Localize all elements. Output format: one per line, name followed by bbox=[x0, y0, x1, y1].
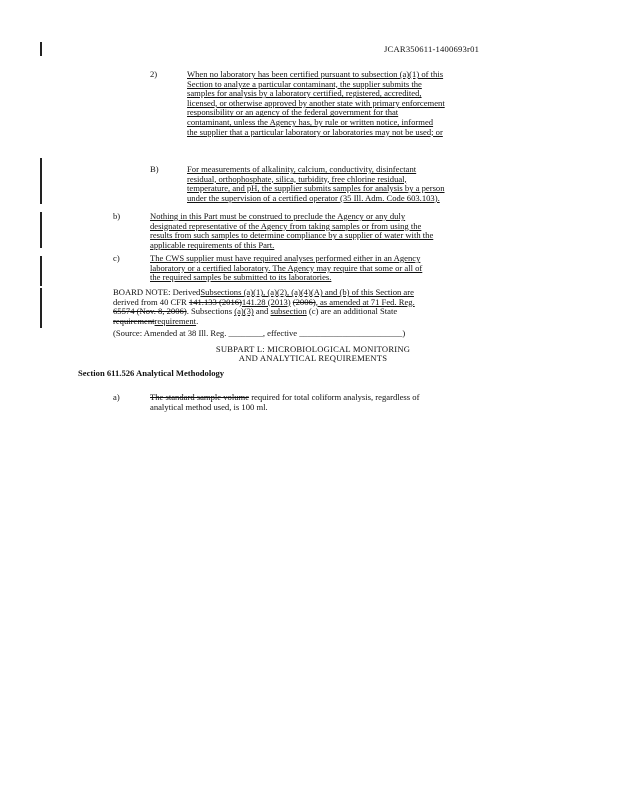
source-note bbox=[113, 329, 405, 339]
inserted-text: designated representative of the Agency from taking samples or from using the bbox=[150, 220, 422, 231]
inserted-text: temperature, and pH, the supplier submits samples for analysis by a person bbox=[187, 183, 445, 194]
inserted-text: subsection bbox=[361, 69, 398, 79]
subpart-heading-line-1: SUBPART L: MICROBIOLOGICAL MONITORING bbox=[215, 344, 411, 354]
text-run: derived from 40 CFR bbox=[113, 296, 189, 307]
inserted-text: responsibility or an agency of the federal government for that bbox=[187, 107, 399, 118]
inserted-text: For measurements of alkalinity, calcium, conductivity, disinfectant bbox=[187, 164, 417, 174]
inserted-text: Nothing in this Part must be construed to preclude the Agency or any duly bbox=[150, 211, 406, 221]
deleted-text: (2006) bbox=[292, 296, 316, 307]
inserted-text: samples for analysis by a laboratory certified, registered, accredited, bbox=[187, 88, 422, 99]
text-run: BOARD NOTE: Derived bbox=[113, 287, 201, 297]
inserted-text: Section to analyze a particular contaminant, the supplier submits the bbox=[187, 78, 422, 89]
deleted-text: 65574 (Nov. 8, 2006) bbox=[113, 306, 187, 317]
subpart-heading-line-2: AND ANALYTICAL REQUIREMENTS bbox=[238, 353, 388, 363]
inserted-text: Subsections (a)(1), (a)(2), (a)(4)(A) and (b) of this Section are bbox=[200, 287, 414, 297]
inserted-text: the required samples be submitted to its laboratories. bbox=[150, 272, 332, 283]
revision-bar bbox=[40, 212, 42, 248]
text-line bbox=[187, 194, 445, 204]
text-line bbox=[150, 273, 422, 283]
text-line bbox=[150, 403, 419, 413]
paragraph-number: c) bbox=[113, 253, 120, 263]
inserted-text: results from such samples to determine compliance by a supplier of water with the bbox=[150, 230, 434, 241]
inserted-text: The CWS supplier must have required analyses performed either in an Agency bbox=[150, 253, 421, 263]
inserted-text: (a)(3) bbox=[234, 306, 254, 317]
deleted-text: requirement bbox=[113, 315, 155, 326]
paragraph-number: 2) bbox=[150, 69, 158, 79]
text-line bbox=[113, 317, 415, 327]
board-note-text bbox=[113, 288, 415, 326]
revision-bar bbox=[40, 158, 42, 204]
text-line bbox=[187, 128, 445, 138]
inserted-text: residual, orthophosphate, silica, turbidity, free chlorine residual, bbox=[187, 173, 407, 184]
inserted-text: contaminant, unless the Agency has, by rule or written notice, informed bbox=[187, 116, 434, 127]
source-note-text: (Source: Amended at 38 Ill. Reg. ________, effective ________________________) bbox=[113, 328, 406, 338]
paragraph-text bbox=[150, 254, 422, 283]
text-run: . Subsections bbox=[186, 306, 235, 317]
inserted-text: laboratory or a certified laboratory. The Agency may require that some or all of bbox=[150, 262, 423, 273]
paragraph-number: B) bbox=[150, 164, 159, 174]
text-run: . bbox=[196, 315, 199, 326]
revision-bar bbox=[40, 256, 42, 286]
deleted-text: 141.133 (2016) bbox=[188, 296, 242, 307]
inserted-text: (a)(1) of this bbox=[397, 69, 444, 79]
paragraph-text bbox=[187, 70, 445, 137]
inserted-text: 141.28 (2013) bbox=[241, 296, 291, 307]
text-line bbox=[150, 241, 433, 251]
text-run: analytical method used, is 100 ml. bbox=[150, 401, 268, 412]
inserted-text: When no laboratory has been certified pursuant to bbox=[187, 69, 362, 79]
revision-bar bbox=[40, 288, 42, 328]
paragraph-text bbox=[150, 393, 419, 412]
inserted-text: the supplier that a particular laboratory or laboratories may not be used; or bbox=[187, 126, 443, 137]
deleted-text: The standard sample volume bbox=[150, 392, 250, 402]
paragraph-text bbox=[150, 212, 433, 250]
text-run: required for total coliform analysis, regardless of bbox=[249, 392, 420, 402]
paragraph-number: b) bbox=[113, 211, 121, 221]
text-run: (c) are an additional State bbox=[306, 306, 398, 317]
inserted-text: under the supervision of a certified operator (35 Ill. Adm. Code 603.103). bbox=[187, 192, 440, 203]
inserted-text: subsection bbox=[270, 306, 307, 317]
inserted-text: applicable requirements of this Part. bbox=[150, 239, 275, 250]
text-run: and bbox=[253, 306, 271, 317]
inserted-text: enforcement bbox=[401, 97, 445, 108]
revision-bar bbox=[40, 42, 42, 56]
document-code: JCAR350611-1400693r01 bbox=[384, 44, 480, 54]
paragraph-text bbox=[187, 165, 445, 203]
section-title: Section 611.526 Analytical Methodology bbox=[78, 368, 225, 378]
inserted-text: requirement bbox=[154, 315, 197, 326]
inserted-text: , as amended at 71 Fed. Reg. bbox=[315, 296, 415, 307]
inserted-text: licensed, or otherwise approved by another state with primary bbox=[187, 97, 402, 108]
paragraph-number: a) bbox=[113, 392, 120, 402]
